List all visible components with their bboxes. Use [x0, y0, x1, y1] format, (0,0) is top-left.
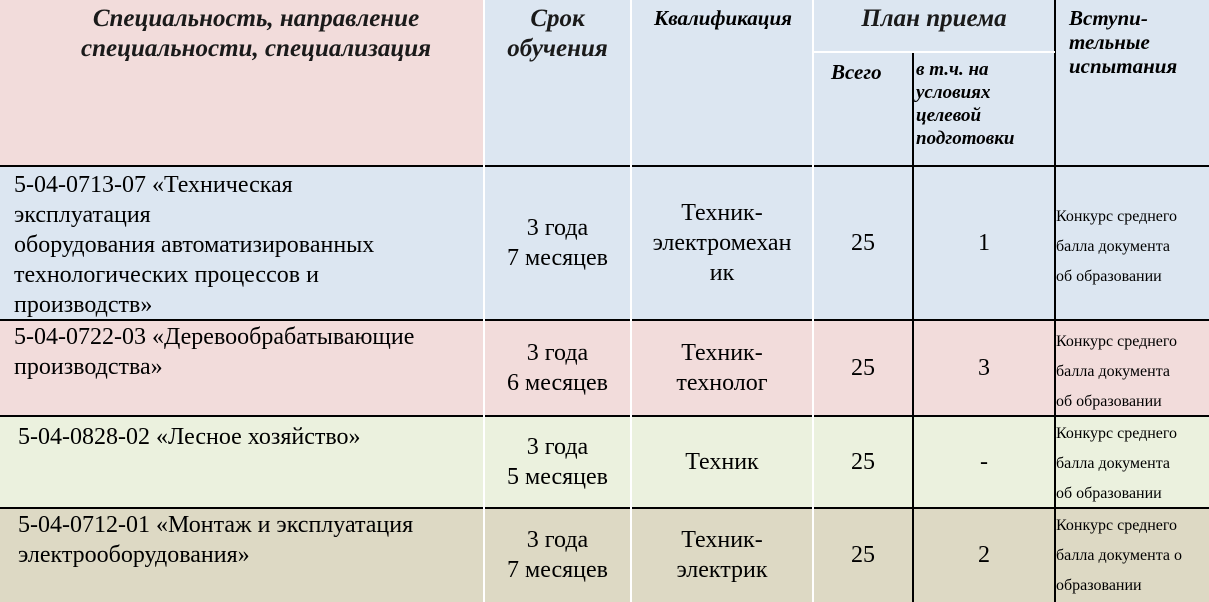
row-qualification-cell: [631, 166, 813, 320]
row-exams-cell: [1055, 508, 1209, 602]
header-target-cell: [913, 52, 1055, 166]
table-row: [0, 166, 484, 320]
row-target: 2: [978, 542, 990, 568]
row-divider: [0, 165, 1209, 167]
row-divider: [0, 507, 1209, 509]
table-row: [0, 416, 484, 508]
row-exams: Конкурс среднего балла документа о образовании: [1056, 517, 1183, 594]
header-exams-cell: [1055, 0, 1209, 166]
row-duration: 3 года 7 месяцев: [507, 215, 608, 271]
row-duration-cell: [484, 166, 631, 320]
row-total: 25: [851, 542, 875, 568]
row-exams: Конкурс среднего балла документа об образовании: [1056, 425, 1178, 502]
row-total-cell: [813, 166, 913, 320]
col-divider: [1054, 0, 1056, 602]
row-divider: [0, 415, 1209, 417]
row-total: 25: [851, 449, 875, 475]
row-target: 3: [978, 355, 990, 381]
row-qualification: Техник- электромехан ик: [652, 200, 792, 286]
header-duration: Срок обучения: [507, 5, 608, 62]
row-total-cell: [813, 508, 913, 602]
row-total: 25: [851, 230, 875, 256]
row-target-cell: [913, 416, 1055, 508]
row-qualification-cell: [631, 416, 813, 508]
row-qualification: Техник- технолог: [676, 340, 768, 396]
row-duration: 3 года 7 месяцев: [507, 527, 608, 583]
row-qualification: Техник- электрик: [676, 527, 768, 583]
row-total-cell: [813, 416, 913, 508]
header-specialty-cell: [0, 0, 484, 166]
table-row: [0, 508, 484, 602]
row-target-cell: [913, 320, 1055, 416]
row-duration: 3 года 5 месяцев: [507, 434, 608, 490]
row-duration: 3 года 6 месяцев: [507, 340, 608, 396]
row-exams: Конкурс среднего балла документа об образовании: [1056, 208, 1178, 285]
row-duration-cell: [484, 508, 631, 602]
header-qualification: Квалификация: [654, 6, 792, 30]
row-qualification-cell: [631, 508, 813, 602]
header-total: Всего: [831, 60, 882, 84]
col-divider: [630, 0, 632, 602]
col-divider: [812, 0, 814, 602]
row-divider: [0, 319, 1209, 321]
row-target-cell: [913, 508, 1055, 602]
col-divider: [912, 52, 914, 602]
header-exams: Вступи- тельные испытания: [1069, 6, 1178, 78]
row-qualification-cell: [631, 320, 813, 416]
row-target: 1: [978, 230, 990, 256]
row-exams-cell: [1055, 320, 1209, 416]
header-plan: План приема: [861, 5, 1007, 32]
row-specialty: 5-04-0713-07 «Техническая эксплуатация оборудования автоматизированных технологических процессов и производств»: [14, 172, 375, 318]
header-target: в т.ч. на условиях целевой подготовки: [916, 59, 1015, 149]
table-row: [0, 320, 484, 416]
row-total: 25: [851, 355, 875, 381]
row-target-cell: [913, 166, 1055, 320]
row-qualification: Техник: [685, 449, 759, 475]
header-total-cell: [813, 52, 913, 166]
row-duration-cell: [484, 416, 631, 508]
col-divider: [483, 0, 485, 602]
row-exams: Конкурс среднего балла документа об образовании: [1056, 333, 1178, 410]
header-qualification-cell: [631, 0, 813, 166]
header-plan-cell: [813, 0, 1055, 52]
row-total-cell: [813, 320, 913, 416]
header-specialty: Специальность, направление специальности, специализация: [80, 5, 432, 62]
row-duration-cell: [484, 320, 631, 416]
row-exams-cell: [1055, 416, 1209, 508]
row-specialty: 5-04-0828-02 «Лесное хозяйство»: [18, 424, 361, 450]
row-exams-cell: [1055, 166, 1209, 320]
row-specialty: 5-04-0722-03 «Деревообрабатывающие производства»: [14, 324, 415, 380]
header-divider: [813, 51, 1055, 53]
row-specialty: 5-04-0712-01 «Монтаж и эксплуатация электрооборудования»: [18, 512, 414, 568]
header-duration-cell: [484, 0, 631, 166]
row-target: -: [980, 449, 988, 475]
